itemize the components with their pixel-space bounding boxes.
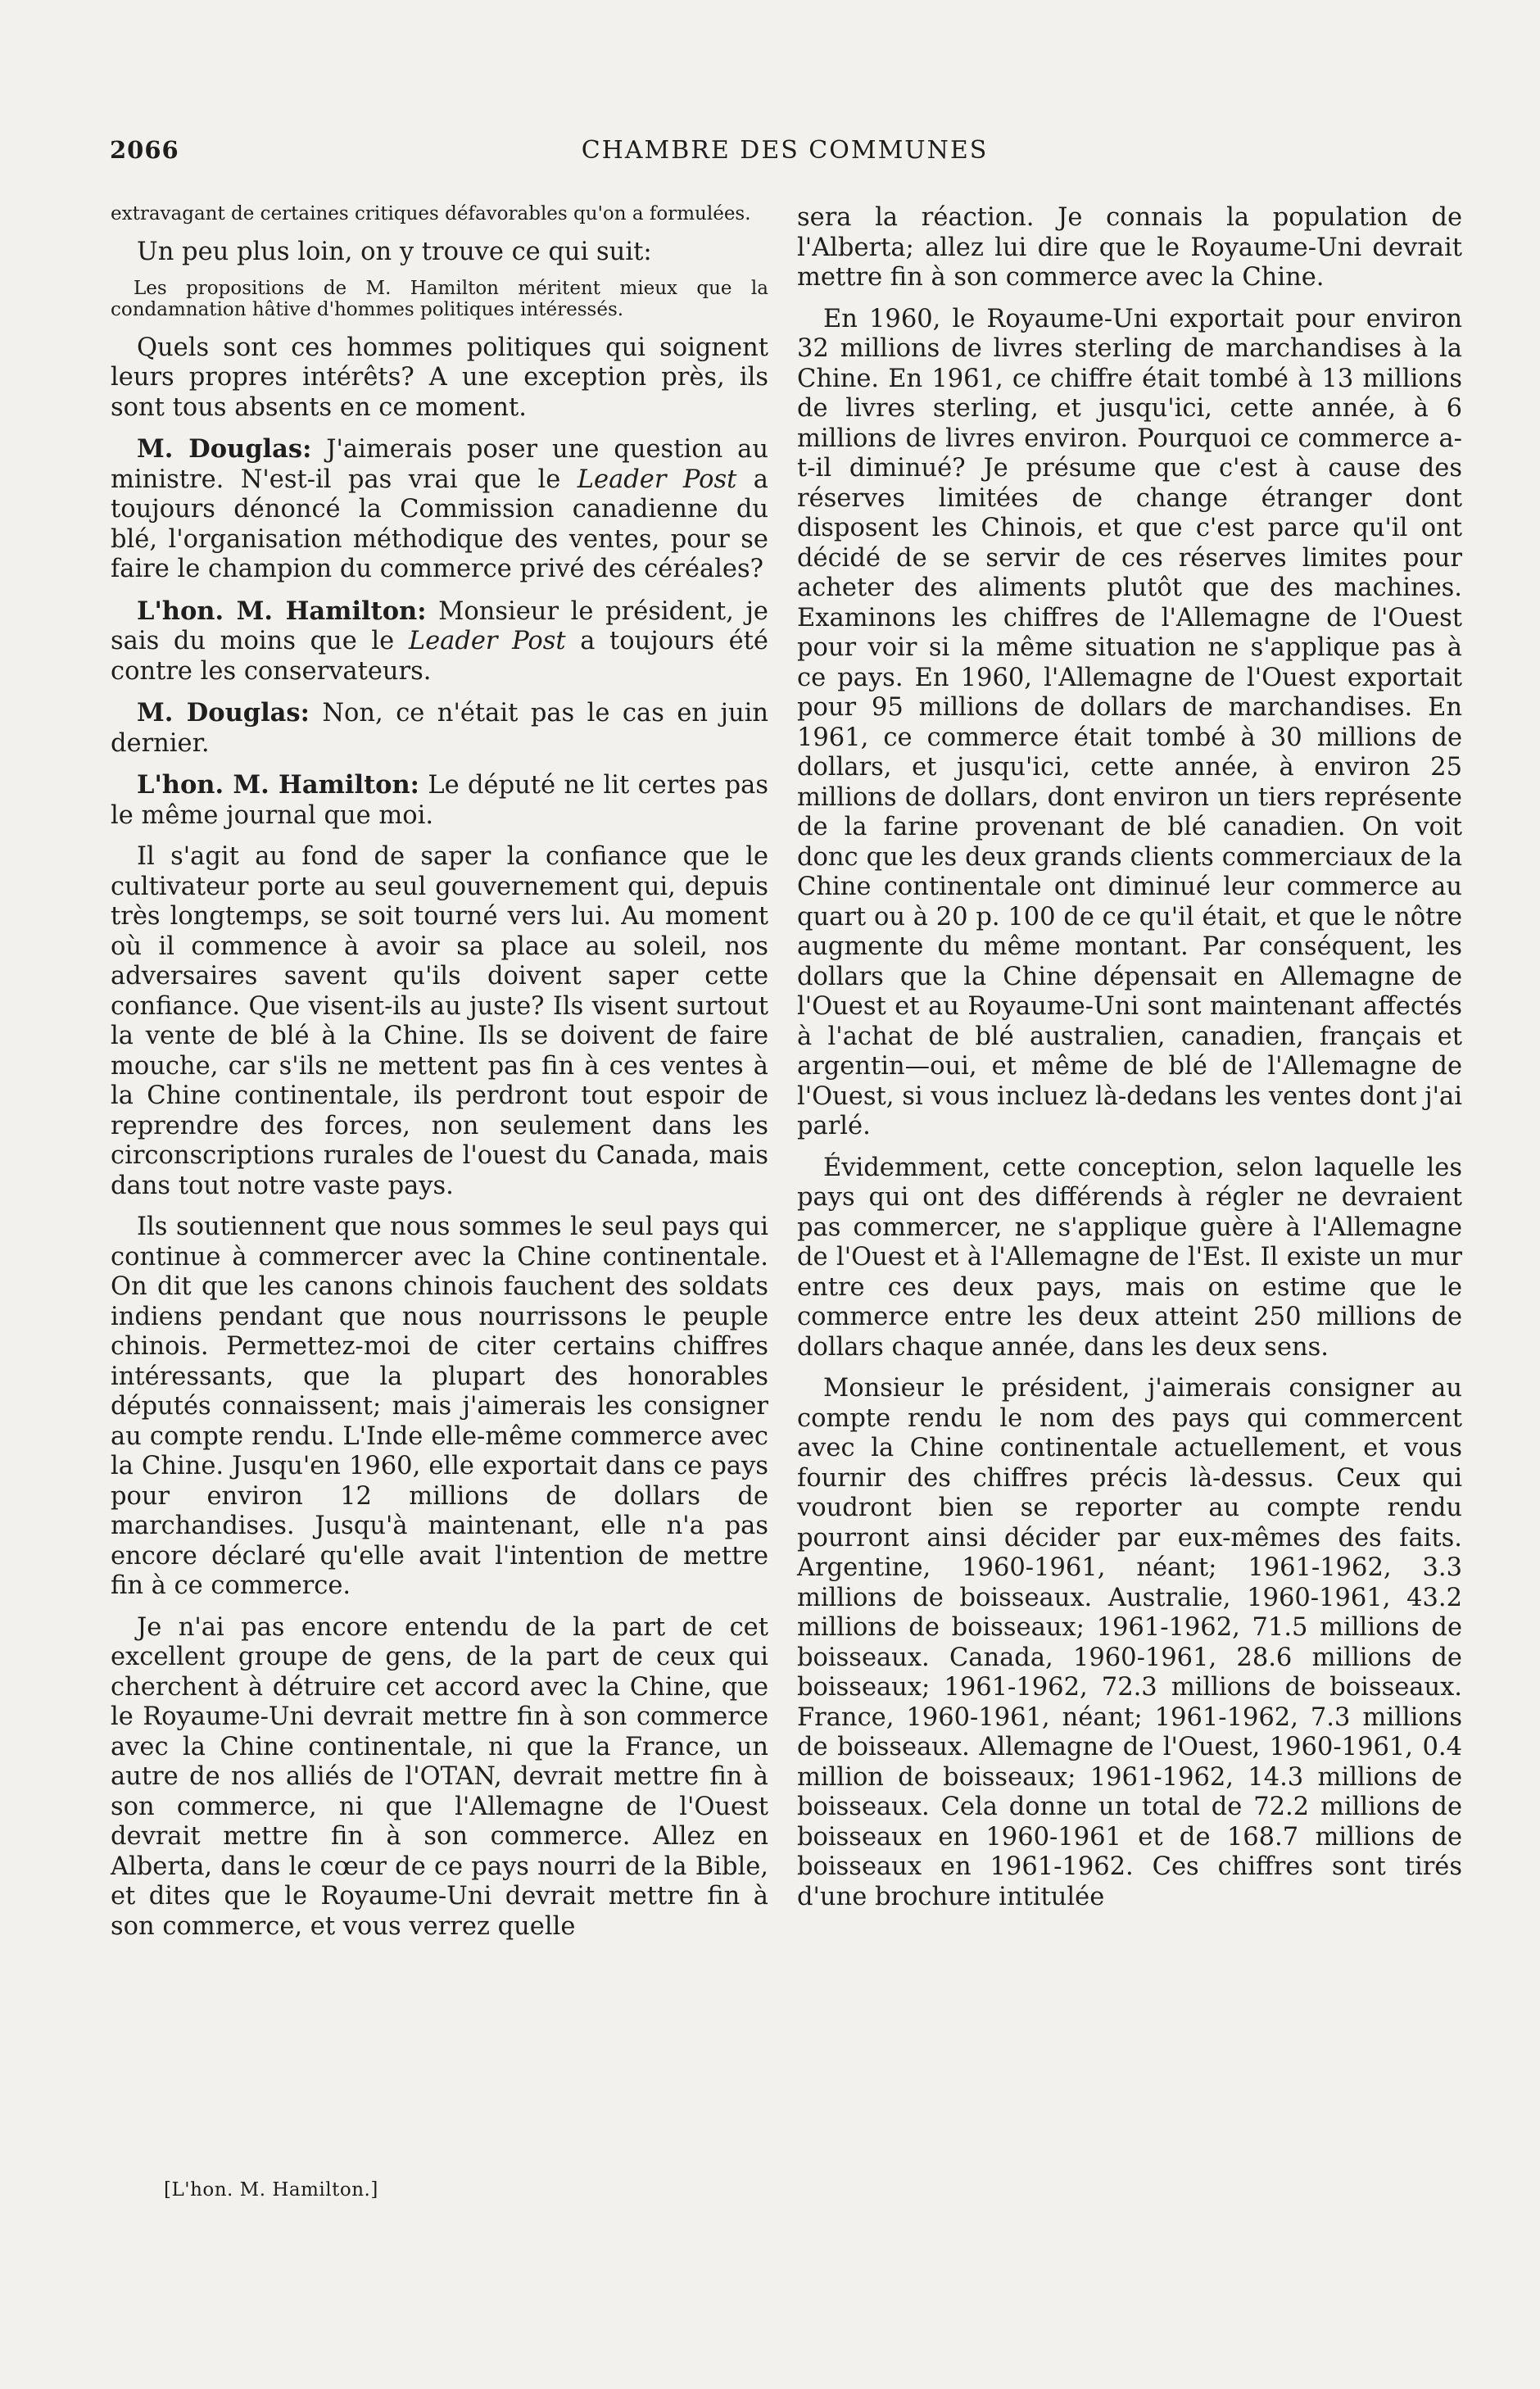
right-column (797, 203, 1462, 1924)
speech-text: Le député ne lit certes pas le même journal que moi. (111, 771, 768, 830)
page-header (110, 133, 1460, 174)
left-column (111, 203, 768, 1953)
newspaper-title: Leader Post (577, 465, 737, 494)
speaker-name: M. Douglas: (137, 434, 312, 464)
paragraph: Monsieur le président, j'aimerais consigner au compte rendu le nom des pays qui commercent avec la Chine continentale actuellement, et vous fournir des chiffres précis là-dessus. Ceux qui voudront bien se reporter au compte rendu pourront ainsi décider par eux-mêmes des faits. Argentine, 1960-1961, néant; 1961-1962, 3.3 millions de boisseaux. Australie, 1960-1961, 43.2 millions de boisseaux; 1961-1962, 71.5 millions de boisseaux. Canada, 1960-1961, 28.6 millions de boisseaux; 1961-1962, 72.3 millions de boisseaux. France, 1960-1961, néant; 1961-1962, 7.3 millions de boisseaux. Allemagne de l'Ouest, 1960-1961, 0.4 million de boisseaux; 1961-1962, 14.3 millions de boisseaux. Cela donne un total de 72.2 millions de boisseaux en 1960-1961 et de 168.7 millions de boisseaux en 1961-1962. Ces chiffres sont tirés d'une brochure intitulée (797, 1374, 1462, 1911)
running-title: CHAMBRE DES COMMUNES (581, 136, 989, 165)
page-number: 2066 (110, 136, 179, 164)
speaker-name: M. Douglas: (137, 698, 310, 728)
quote-continuation: extravagant de certaines critiques défavorables qu'on a formulées. (111, 203, 751, 224)
speech-text: a toujours été contre les conservateurs. (111, 627, 768, 686)
paragraph: Un peu plus loin, on y trouve ce qui suit: (137, 238, 652, 266)
speech (111, 770, 768, 831)
speech-text: Non, ce n'était pas le cas en juin dernier. (111, 699, 768, 758)
speech-text: J'aimerais poser une question au ministre. N'est-il pas vrai que le (111, 435, 768, 494)
speaker-footer: [L'hon. M. Hamilton.] (164, 2179, 378, 2201)
paragraph: Il s'agit au fond de saper la confiance que le cultivateur porte au seul gouvernement qui, depuis très longtemps, se soit tourné vers lui. Au moment où il commence à avoir sa place au soleil, nos adversaires savent qu'ils doivent saper cette confiance. Que visent-ils au juste? Ils visent surtout la vente de blé à la Chine. Ils se doivent de faire mouche, car s'ils ne mettent pas fin à ces ventes à la Chine continentale, ils perdront tout espoir de reprendre des forces, non seulement dans les circonscriptions rurales de l'ouest du Canada, mais dans tout notre vaste pays. (111, 842, 768, 1200)
speech-text: a toujours dénoncé la Commission canadienne du blé, l'organisation méthodique des ventes, pour se faire le champion du commerce privé des céréales? (111, 465, 768, 583)
speech (111, 596, 768, 687)
speech (111, 434, 768, 585)
speaker-name: L'hon. M. Hamilton: (137, 770, 419, 800)
paragraph: Quels sont ces hommes politiques qui soignent leurs propres intérêts? A une exception près, ils sont tous absents en ce moment. (111, 333, 768, 422)
newspaper-title: Leader Post (408, 627, 566, 655)
paragraph: En 1960, le Royaume-Uni exportait pour environ 32 millions de livres sterling de marchandises à la Chine. En 1961, ce chiffre était tombé à 13 millions de livres sterling, et jusqu'ici, cette année, à 6 millions de livres environ. Pourquoi ce commerce a-t-il diminué? Je présume que c'est à cause des réserves limitées de change étranger dont disposent les Chinois, et que c'est parce qu'il ont décidé de se servir de ces réserves limites pour acheter des aliments plutôt que des machines. Examinons les chiffres de l'Allemagne de l'Ouest pour voir si la même situation ne s'applique pas à ce pays. En 1960, l'Allemagne de l'Ouest exportait pour 95 millions de dollars de marchandises. En 1961, ce commerce était tombé à 30 millions de dollars, et jusqu'ici, cette année, à environ 25 millions de dollars, dont environ un tiers représente de la farine provenant de blé canadien. On voit donc que les deux grands clients commerciaux de la Chine continentale ont diminué leur commerce au quart ou à 20 p. 100 de ce qu'il était, et que le nôtre augmente du même montant. Par conséquent, les dollars que la Chine dépensait en Allemagne de l'Ouest et au Royaume-Uni sont maintenant affectés à l'achat de blé australien, canadien, français et argentin—oui, et même de blé de l'Allemagne de l'Ouest, si vous incluez là-dedans les ventes dont j'ai parlé. (797, 304, 1462, 1140)
speech-text: Monsieur le président, je sais du moins que le (111, 596, 768, 655)
speech (111, 698, 768, 759)
paragraph: Ils soutiennent que nous sommes le seul pays qui continue à commercer avec la Chine continentale. On dit que les canons chinois fauchent des soldats indiens pendant que nous nourrissons le peuple chinois. Permettez-moi de citer certains chiffres intéressants, que la plupart des honorables députés connaissent; mais j'aimerais les consigner au compte rendu. L'Inde elle-même commerce avec la Chine. Jusqu'en 1960, elle exportait dans ce pays pour environ 12 millions de dollars de marchandises. Jusqu'à maintenant, elle n'a pas encore déclaré qu'elle avait l'intention de mettre fin à ce commerce. (111, 1213, 768, 1600)
paragraph: Évidemment, cette conception, selon laquelle les pays qui ont des différends à régler ne devraient pas commercer, ne s'applique guère à l'Allemagne de l'Ouest et à l'Allemagne de l'Est. Il existe un mur entre ces deux pays, mais on estime que le commerce entre les deux atteint 250 millions de dollars chaque année, dans les deux sens. (797, 1153, 1462, 1362)
speaker-name: L'hon. M. Hamilton: (137, 596, 427, 626)
paragraph: sera la réaction. Je connais la population de l'Alberta; allez lui dire que le Royaume-Uni devrait mettre fin à son commerce avec la Chine. (797, 203, 1462, 292)
quote: Les propositions de M. Hamilton méritent mieux que la condamnation hâtive d'hommes politiques intéressés. (111, 277, 768, 320)
paragraph: Je n'ai pas encore entendu de la part de cet excellent groupe de gens, de la part de ceux qui cherchent à détruire cet accord avec la Chine, que le Royaume-Uni devrait mettre fin à son commerce avec la Chine continentale, ni que la France, un autre de nos alliés de l'OTAN, devrait mettre fin à son commerce, ni que l'Allemagne de l'Ouest devrait mettre fin à son commerce. Allez en Alberta, dans le cœur de ce pays nourri de la Bible, et dites que le Royaume-Uni devrait mettre fin à son commerce, et vous verrez quelle (111, 1612, 768, 1941)
